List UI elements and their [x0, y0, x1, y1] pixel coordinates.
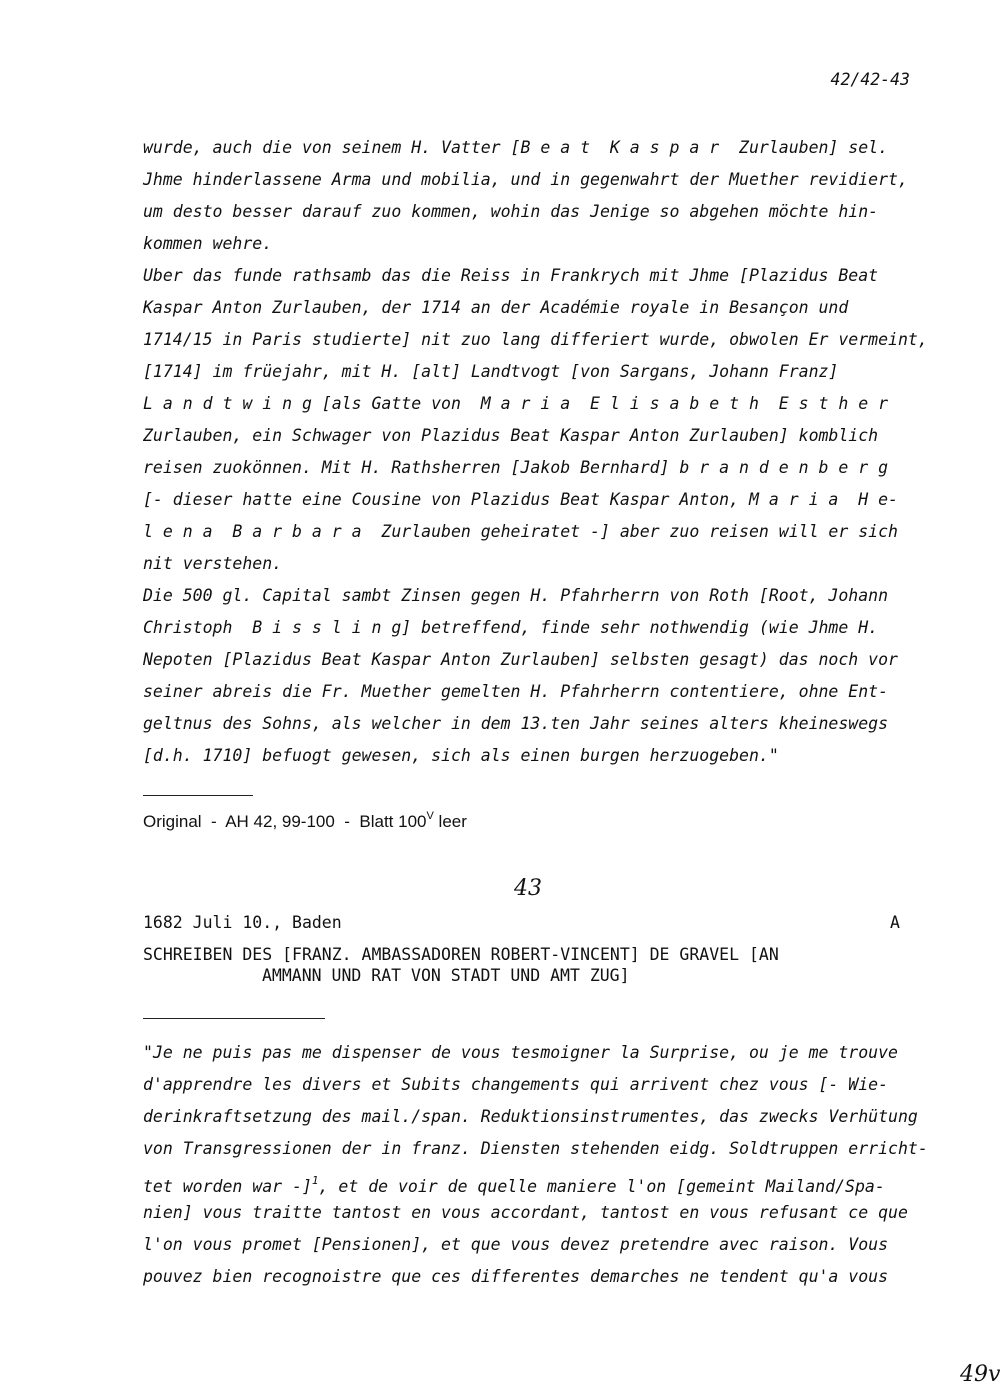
doc43-line: "Je ne puis pas me dispenser de vous tesmoigner la Surprise, ou je me trouve	[143, 1043, 898, 1062]
doc42-line: 1714/15 in Paris studierte] nit zuo lang differiert wurde, obwolen Er vermeint,	[143, 330, 928, 349]
doc42-line: reisen zuokönnen. Mit H. Rathsherren [Jakob Bernhard] b r a n d e n b e r g	[143, 458, 889, 477]
doc42-line: kommen wehre.	[143, 234, 273, 253]
doc43-title-line-2: AMMANN UND RAT VON STADT UND AMT ZUG]	[262, 966, 630, 985]
doc42-line: wurde, auch die von seinem H. Vatter [B e a t K a s p a r Zurlauben] sel.	[143, 138, 889, 157]
footnote-marker: 1	[311, 1174, 319, 1187]
doc42-line: seiner abreis die Fr. Muether gemelten H. Pfahrherrn contentiere, ohne Ent-	[143, 682, 889, 701]
doc43-line: d'apprendre les divers et Subits changements qui arrivent chez vous [- Wie-	[143, 1075, 889, 1094]
source-note-suffix: leer	[433, 812, 467, 831]
doc42-line: Jhme hinderlassene Arma und mobilia, und in gegenwahrt der Muether revidiert,	[143, 170, 908, 189]
doc43-title-line-1: SCHREIBEN DES [FRANZ. AMBASSADOREN ROBERT-VINCENT] DE GRAVEL [AN	[143, 945, 779, 964]
doc42-line: um desto besser darauf zuo kommen, wohin das Jenige so abgehen möchte hin-	[143, 202, 879, 221]
doc42-line: nit verstehen.	[143, 554, 283, 573]
doc43-line-suffix: ,	[318, 1177, 339, 1196]
doc42-line: Uber das funde rathsamb das die Reiss in Frankrych mit Jhme [Plazidus Beat	[143, 266, 879, 285]
doc43-line-rest: et de voir de quelle maniere l'on [gemeint Mailand/Spa-	[338, 1177, 885, 1196]
doc42-line: L a n d t w i n g [als Gatte von M a r i a E l i s a b e t h E s t h e r	[143, 394, 889, 413]
corner-handwritten-mark: 49v	[960, 1362, 1000, 1387]
doc43-line: nien] vous traitte tantost en vous accordant, tantost en vous refusant ce que	[143, 1203, 908, 1222]
doc42-line: Die 500 gl. Capital sambt Zinsen gegen H. Pfahrherrn von Roth [Root, Johann	[143, 586, 889, 605]
separator-rule	[143, 795, 253, 796]
source-note	[143, 806, 913, 832]
doc43-line: l'on vous promet [Pensionen], et que vous devez pretendre avec raison. Vous	[143, 1235, 889, 1254]
doc43-line	[143, 1171, 913, 1197]
doc43-line: derinkraftsetzung des mail./span. Reduktionsinstrumentes, das zwecks Verhütung	[143, 1107, 918, 1126]
source-note-superscript: V	[426, 810, 434, 822]
doc42-line: geltnus des Sohns, als welcher in dem 13.ten Jahr seines alters kheineswegs	[143, 714, 889, 733]
doc42-line: [1714] im früejahr, mit H. [alt] Landtvogt [von Sargans, Johann Franz]	[143, 362, 839, 381]
document-number: 43	[514, 876, 542, 901]
doc42-line: Christoph B i s s l i n g] betreffend, finde sehr nothwendig (wie Jhme H.	[143, 618, 879, 637]
page-reference: 42/42-43	[830, 70, 910, 89]
doc42-line: Nepoten [Plazidus Beat Kaspar Anton Zurlauben] selbsten gesagt) das noch vor	[143, 650, 898, 669]
doc42-line: Kaspar Anton Zurlauben, der 1714 an der Académie royale in Besançon und	[143, 298, 849, 317]
doc43-line-prefix: tet worden war -]	[143, 1177, 312, 1196]
separator-rule	[143, 1018, 325, 1019]
source-note-prefix: Original - AH 42, 99-100 - Blatt 100	[143, 812, 427, 831]
doc42-line: [- dieser hatte eine Cousine von Plazidus Beat Kaspar Anton, M a r i a H e-	[143, 490, 898, 509]
doc42-line: l e n a B a r b a r a Zurlauben geheiratet -] aber zuo reisen will er sich	[143, 522, 898, 541]
doc43-line: pouvez bien recognoistre que ces differentes demarches ne tendent qu'a vous	[143, 1267, 889, 1286]
doc42-line: Zurlauben, ein Schwager von Plazidus Beat Kaspar Anton Zurlauben] komblich	[143, 426, 879, 445]
doc43-category: A	[890, 913, 900, 932]
doc43-line: von Transgressionen der in franz. Diensten stehenden eidg. Soldtruppen erricht-	[143, 1139, 928, 1158]
doc42-line: [d.h. 1710] befuogt gewesen, sich als einen burgen herzuogeben."	[143, 746, 779, 765]
doc43-date-place: 1682 Juli 10., Baden	[143, 913, 342, 932]
